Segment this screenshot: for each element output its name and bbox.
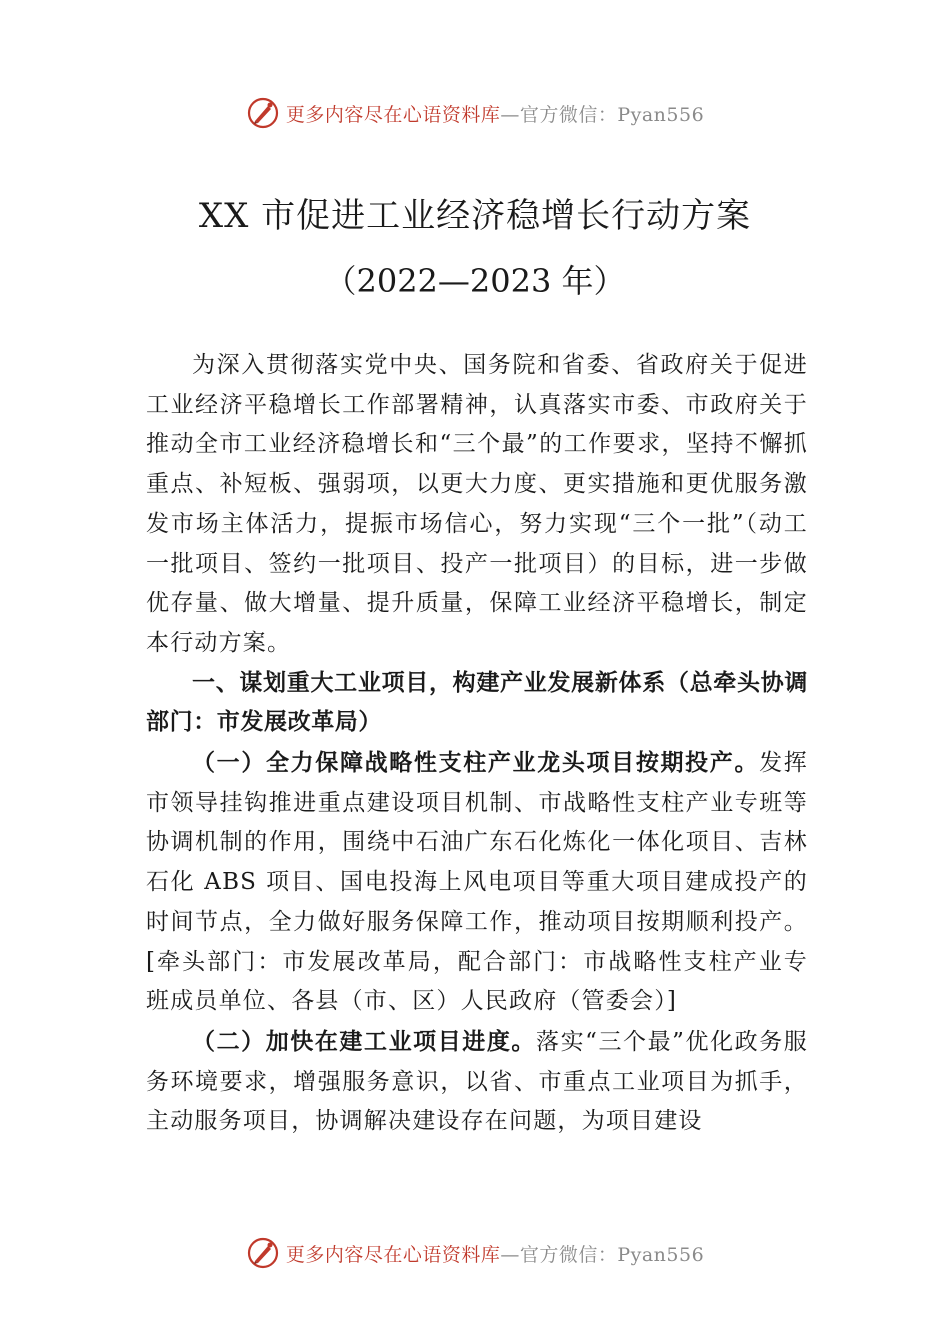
watermark-dash: — (500, 103, 520, 126)
document-title: XX 市促进工业经济稳增长行动方案 (198, 196, 752, 236)
watermark-text (286, 100, 704, 127)
item-2-paragraph (146, 1022, 808, 1142)
pen-logo-icon (246, 1236, 280, 1270)
item-1-body: 发挥市领导挂钩推进重点建设项目机制、市战略性支柱产业专班等协调机制的作用，围绕中石油广东石化炼化一体化项目、吉林石化 ABS 项目、国电投海上风电项目等重大项目建成投产的时间节点，全力做好服务保障工作，推动项目按期顺利投产。[牵头部门：市发展改革局，配合部门：市战略性支柱产业专班成员单位、各县（市、区）人民政府（管委会）] (146, 750, 808, 1015)
watermark-text (286, 1240, 704, 1267)
watermark-footer (0, 1236, 950, 1270)
item-2-lead: （二）加快在建工业项目进度。 (192, 1027, 536, 1055)
item-2-body: 落实“三个最”优化政务服务环境要求，增强服务意识，以省、市重点工业项目为抓手，主动服务项目，协调解决建设存在问题，为项目建设 (146, 1028, 808, 1135)
watermark-contact: 官方微信：Pyan556 (519, 1243, 705, 1266)
pen-logo-icon (246, 96, 280, 130)
watermark-brand: 更多内容尽在心语资料库 (285, 103, 501, 126)
section-1-heading: 一、谋划重大工业项目，构建产业发展新体系（总牵头协调部门：市发展改革局） (146, 669, 808, 736)
watermark-header (0, 96, 950, 130)
watermark-contact: 官方微信：Pyan556 (519, 103, 705, 126)
intro-paragraph: 为深入贯彻落实党中央、国务院和省委、省政府关于促进工业经济平稳增长工作部署精神，认真落实市委、市政府关于推动全市工业经济稳增长和“三个最”的工作要求，坚持不懈抓重点、补短板、强弱项，以更大力度、更实措施和更优服务激发市场主体活力，提振市场信心，努力实现“三个一批”（动工一批项目、签约一批项目、投产一批项目）的目标，进一步做优存量、做大增量、提升质量，保障工业经济平稳增长，制定本行动方案。 (146, 352, 808, 656)
item-1-paragraph (146, 743, 808, 1022)
document-body (146, 346, 808, 1142)
watermark-dash: — (500, 1243, 520, 1266)
item-1-lead: （一）全力保障战略性支柱产业龙头项目按期投产。 (192, 749, 760, 777)
document-subtitle: （2022—2023 年） (324, 262, 626, 300)
watermark-brand: 更多内容尽在心语资料库 (285, 1243, 501, 1266)
